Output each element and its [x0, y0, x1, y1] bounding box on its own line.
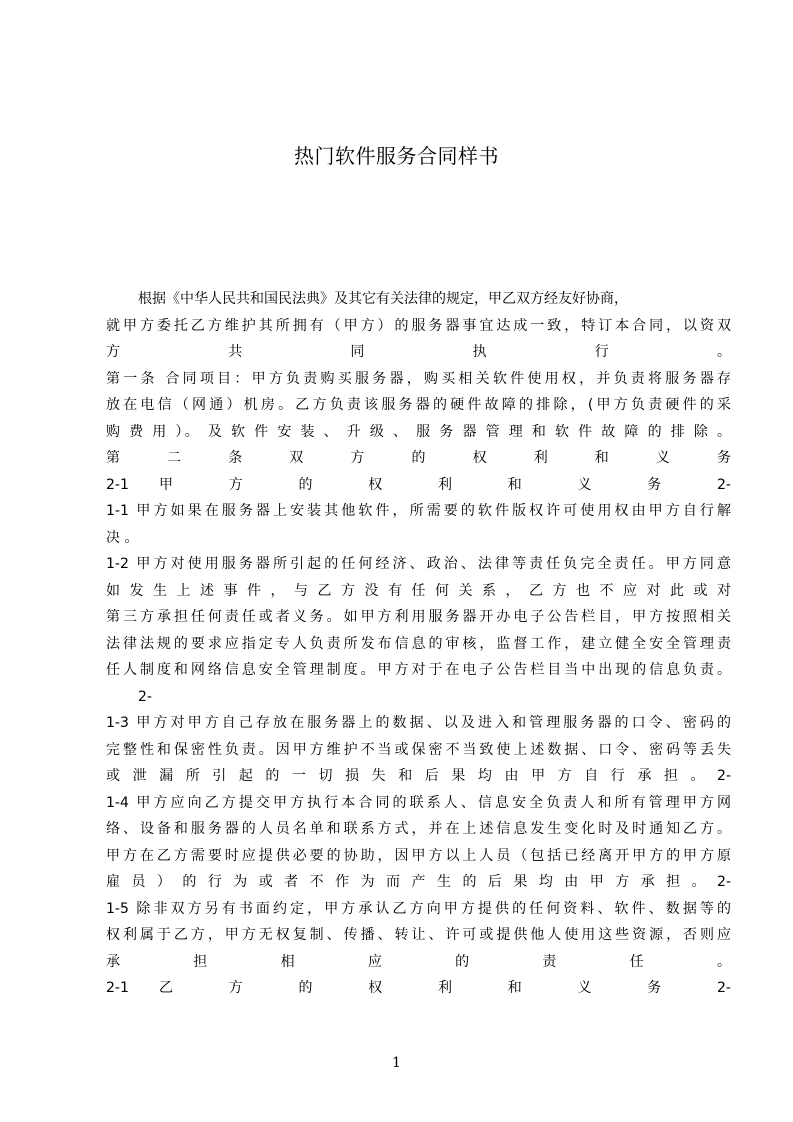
text-line: 雇 员 ） 的 行 为 或 者 不 作 为 而 产 生 的 后 果 均 由 甲 方 承 担 。 2- [106, 874, 731, 890]
text-line: 法律法规的要求应指定专人负责所发布信息的审核，监督工作，建立健全安全管理责 [106, 635, 731, 652]
text-line: 甲方在乙方需要时应提供必要的协助，因甲方以上人员（包括已经离开甲方的甲方原 [106, 847, 731, 864]
text-line: 或 泄 漏 所 引 起 的 一 切 损 失 和 后 果 均 由 甲 方 自 行 承 担 。 2- [106, 768, 731, 784]
text-line: 完整性和保密性负责。因甲方维护不当或保密不当致使上述数据、口令、密码等丢失 [106, 741, 731, 758]
text-line: 络、设备和服务器的人员名单和联系方式，并在上述信息发生变化时及时通知乙方。 [106, 821, 731, 837]
text-line: 就甲方委托乙方维护其所拥有（甲方）的服务器事宜达成一致，特订本合同，以资双 [106, 317, 731, 334]
text-line: 1-5 除非双方另有书面约定，甲方承认乙方向甲方提供的任何资料、软件、数据等的 [106, 900, 731, 917]
text-line: 如 发 生 上 述 事 件 ， 与 乙 方 没 有 任 何 关 系 ， 乙 方 也 不 应 对 此 或 对 [106, 582, 731, 599]
text-line: 第 二 条 双 方 的 权 利 和 义 务 [106, 450, 731, 466]
text-line: 根据《中华人民共和国民法典》及其它有关法律的规定，甲乙双方经友好协商， [138, 291, 628, 307]
page-number: 1 [392, 1055, 401, 1071]
text-line: 方 共 同 执 行 。 [106, 344, 731, 360]
text-line: 1-1 甲方如果在服务器上安装其他软件，所需要的软件版权许可使用权由甲方自行解 [106, 503, 731, 519]
document-title: 热门软件服务合同样书 [294, 144, 499, 168]
text-line: 任人制度和网络信息安全管理制度。甲方对于在电子公告栏目当中出现的信息负责。 [106, 662, 731, 678]
text-line: 2-1 甲 方 的 权 利 和 义 务 2- [106, 476, 731, 493]
text-line: 第一条 合同项目：甲方负责购买服务器，购买相关软件使用权，并负责将服务器存 [106, 370, 731, 387]
text-line: 1-4 甲方应向乙方提交甲方执行本合同的联系人、信息安全负责人和所有管理甲方网 [106, 794, 731, 811]
text-line: 第三方承担任何责任或者义务。如甲方利用服务器开办电子公告栏目，甲方按照相关 [106, 609, 731, 625]
text-line: 2- [138, 688, 152, 705]
text-line: 放在电信（网通）机房。乙方负责该服务器的硬件故障的排除，(甲方负责硬件的采 [106, 397, 731, 413]
text-line: 购 费 用 ）。 及 软 件 安 装 、 升 级 、 服 务 器 管 理 和 软 件 故 障 的 排 除 。 [106, 423, 731, 440]
text-line: 承 担 相 应 的 责 任 。 [106, 953, 731, 970]
contract-body [106, 286, 731, 1002]
text-line: 权利属于乙方，甲方无权复制、传播、转让、许可或提供他人使用这些资源，否则应 [106, 927, 731, 943]
text-line: 1-2 甲方对使用服务器所引起的任何经济、政治、法律等责任负完全责任。甲方同意 [106, 556, 731, 572]
text-line: 2-1 乙 方 的 权 利 和 义 务 2- [106, 980, 731, 996]
text-line: 1-3 甲方对甲方自己存放在服务器上的数据、以及进入和管理服务器的口令、密码的 [106, 715, 731, 731]
text-line: 决 。 [106, 529, 139, 546]
